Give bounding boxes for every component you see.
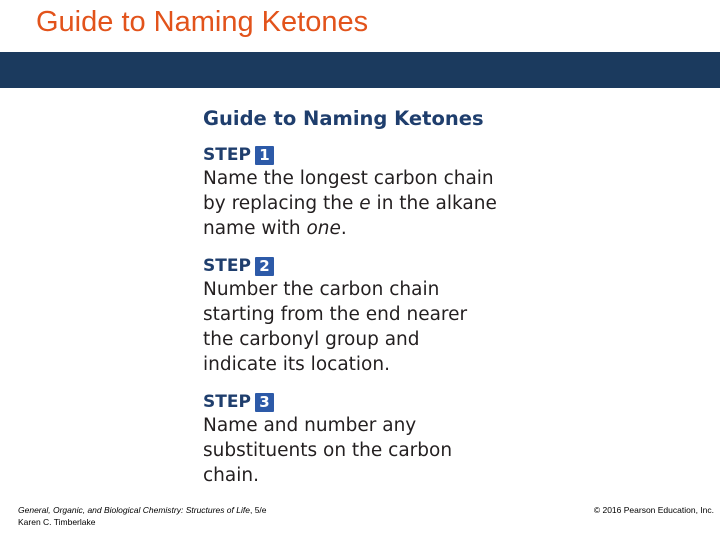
footer-book-line [18, 504, 267, 516]
guide-heading: Guide to Naming Ketones [203, 107, 484, 130]
slide-title: Guide to Naming Ketones [36, 6, 369, 38]
footer-copyright: © 2016 Pearson Education, Inc. [593, 505, 714, 515]
step-2-text [203, 277, 533, 377]
step-1-text [203, 166, 533, 241]
step-3 [203, 391, 533, 488]
step-3-line-3: chain. [203, 465, 259, 486]
step-3-word: STEP [203, 392, 251, 412]
step-3-text [203, 413, 533, 488]
step-1-line-2: by replacing the e in the alkane [203, 193, 497, 214]
step-3-number: 3 [255, 393, 274, 412]
footer-author: Karen C. Timberlake [18, 517, 96, 527]
step-2-word: STEP [203, 256, 251, 276]
step-2 [203, 255, 533, 377]
guide-panel [203, 106, 533, 502]
step-3-line-2: substituents on the carbon [203, 440, 453, 461]
footer-edition: , 5/e [249, 505, 267, 515]
footer-book-title: General, Organic, and Biological Chemistry: Structures of Life [18, 505, 250, 515]
step-1-word: STEP [203, 145, 251, 165]
step-2-line-2: starting from the end nearer [203, 304, 468, 325]
step-2-number: 2 [255, 257, 274, 276]
step-1 [203, 144, 533, 241]
step-2-line-3: the carbonyl group and [203, 329, 420, 350]
step-3-label [203, 391, 533, 413]
step-3-line-1: Name and number any [203, 415, 417, 436]
step-2-line-1: Number the carbon chain [203, 279, 440, 300]
step-1-line-1: Name the longest carbon chain [203, 168, 494, 189]
step-1-label [203, 144, 533, 166]
step-1-number: 1 [255, 146, 274, 165]
step-2-line-4: indicate its location. [203, 354, 390, 375]
step-1-line-3: name with one. [203, 218, 347, 239]
title-bar [0, 52, 720, 88]
footer-citation [18, 504, 267, 528]
step-2-label [203, 255, 533, 277]
